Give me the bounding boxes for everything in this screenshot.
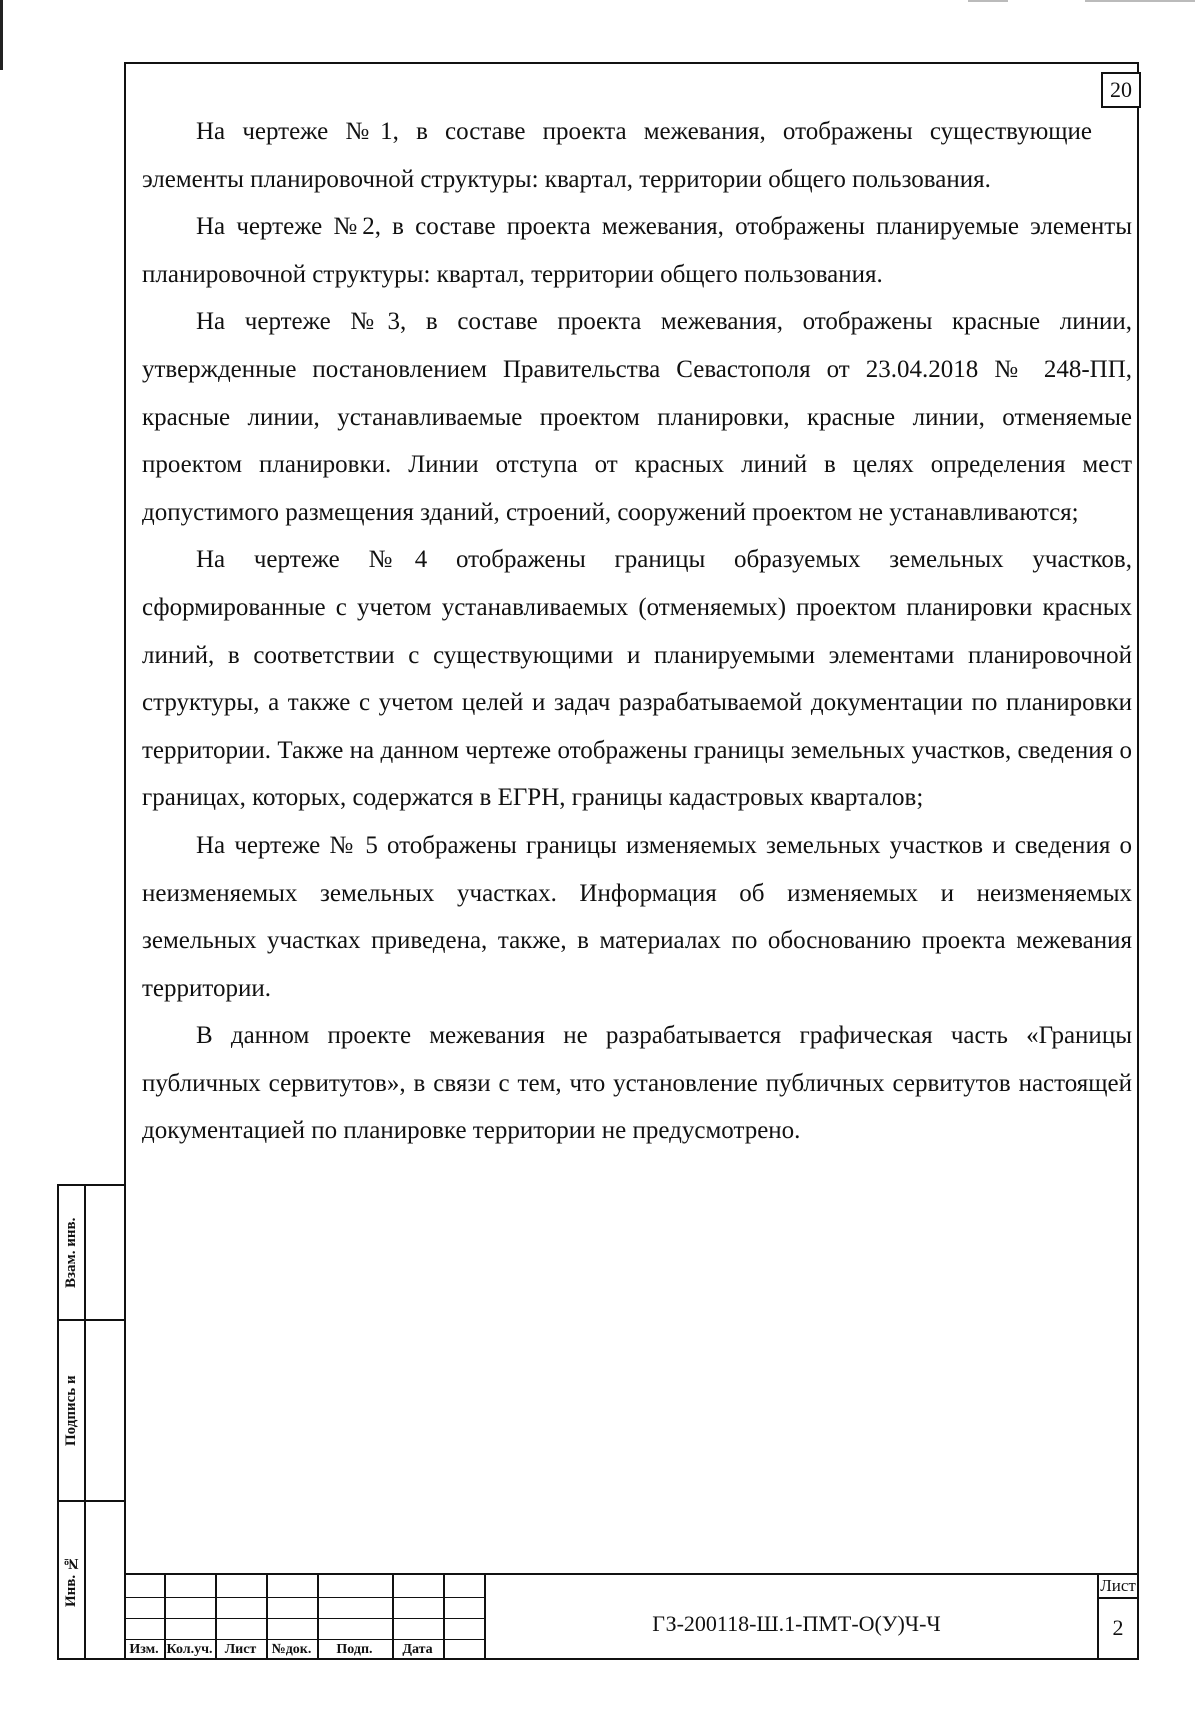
revision-col-line: [443, 1575, 445, 1660]
side-stamp: [57, 1184, 124, 1660]
paragraph-drawing-4: На чертеже №4 отображены границы образуемых земельных участков, сформированные с учетом устанавливаемых (отменяемых) проектом планировки красных линий, в соответствии с существующими и планируемыми элементами планировочной структуры, а также с учетом целей и задач разрабатываемой документации по планировки территории. Также на данном чертеже отображены границы земельных участков, сведения о границах, которых, содержатся в ЕГРН, границы кадастровых кварталов;: [142, 546, 1132, 812]
revision-row-line: [124, 1597, 484, 1598]
header-n-dok: №док.: [271, 1642, 312, 1657]
header-list: Лист: [224, 1642, 257, 1657]
paragraph-drawing-3: На чертеже №3, в составе проекта межевания, отображены красные линии, утвержденные постановлением Правительства Севастополя от 23.04.2018 № 248-ПП, красные линии, устанавливаемые проектом планировки, красные линии, отменяемые проектом планировки. Линии отступа от красных линий в целях определения мест допустимого размещения зданий, строений, сооружений проектом не устанавливаются;: [142, 308, 1132, 526]
stamp-label-inv-no: Инв. №: [63, 1555, 79, 1607]
paragraph-drawing-2: На чертеже №2, в составе проекта межевания, отображены планируемые элементы планировочной структуры: квартал, территории общего пользования.: [142, 213, 1132, 288]
paragraph-servitudes: В данном проекте межевания не разрабатывается графическая часть «Границы публичных сервитутов», в связи с тем, что установление публичных сервитутов настоящей документацией по планировке территории не предусмотрено.: [142, 1022, 1132, 1145]
stamp-label-zam-inv: Взам. инв.: [63, 1217, 79, 1288]
sheet-label: Лист: [1100, 1576, 1136, 1595]
scan-edge-mark: [968, 0, 1008, 2]
document-body: [142, 108, 1132, 1155]
scan-edge-mark: [1085, 0, 1195, 2]
document-code: ГЗ-200118-Ш.1-ПМТ-О(У)Ч-Ч: [652, 1611, 941, 1636]
header-kol-uch: Кол.уч.: [166, 1642, 213, 1657]
paragraph-drawing-5: На чертеже № 5 отображены границы изменяемых земельных участков и сведения о неизменяемых земельных участках. Информация об изменяемых и неизменяемых земельных участках приведена, также, в материалах по обоснованию проекта межевания территории.: [142, 831, 1132, 1002]
header-data: Дата: [402, 1642, 433, 1657]
page-number-box: 20: [1101, 72, 1141, 108]
stamp-label-podpis: Подпись и: [63, 1375, 79, 1446]
title-block: [124, 1573, 1139, 1660]
scan-edge-mark: [0, 0, 3, 70]
side-stamp-divider: [84, 1186, 86, 1658]
paragraph-drawing-1: На чертеже №1, в составе проекта межевания, отображены существующие элементы планировочной структуры: квартал, территории общего пользования.: [142, 118, 1092, 193]
header-podp: Подп.: [336, 1642, 373, 1657]
revision-row-line: [124, 1618, 484, 1619]
sheet-number: 2: [1112, 1615, 1124, 1640]
header-izm: Изм.: [129, 1642, 159, 1657]
sheet-cell-divider: [1099, 1597, 1139, 1599]
